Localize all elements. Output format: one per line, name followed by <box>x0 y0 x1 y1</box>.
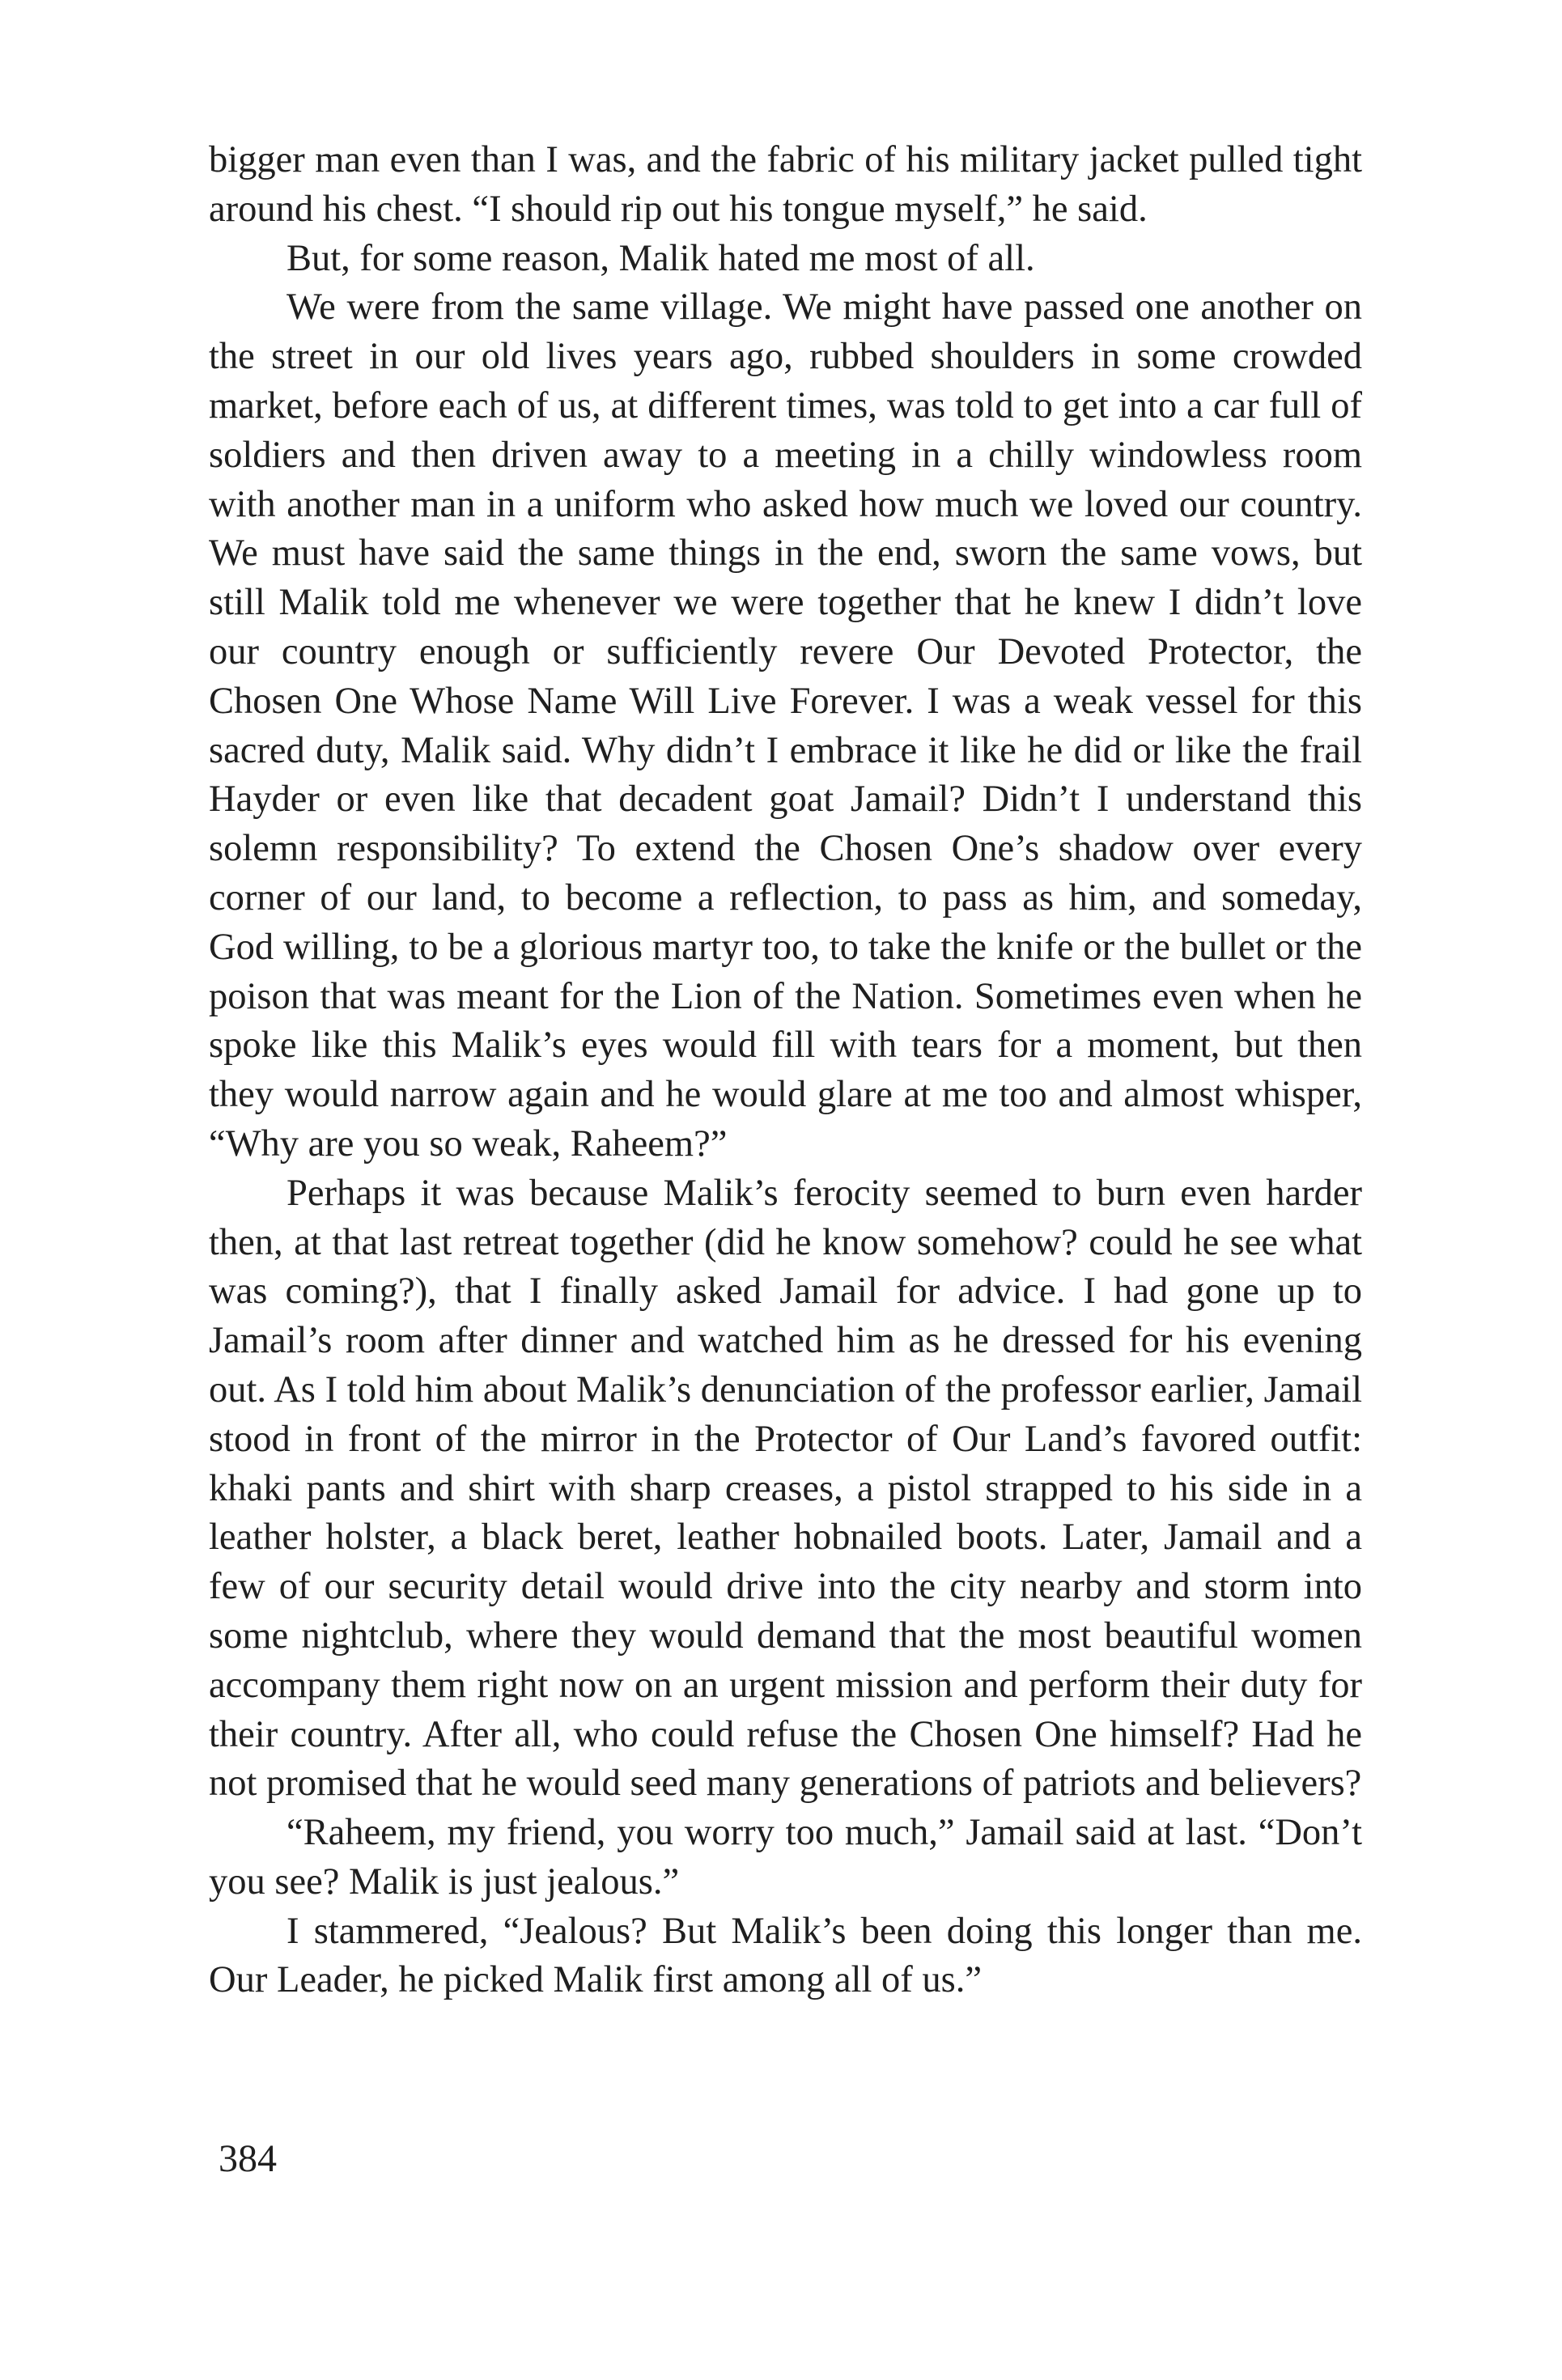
paragraph-3: We were from the same village. We might have passed one another on the street in our old lives years ago, rubbed shoulders in some crowded market, before each of us, at different times, was told to get into a car full of soldiers and then driven away to a meeting in a chilly windowless room with another man in a uniform who asked how much we loved our country. We must have said the same things in the end, sworn the same vows, but still Malik told me whenever we were together that he knew I didn’t love our country enough or sufficiently revere Our Devoted Protector, the Chosen One Whose Name Will Live Forever. I was a weak vessel for this sacred duty, Malik said. Why didn’t I embrace it like he did or like the frail Hayder or even like that decadent goat Jamail? Didn’t I understand this solemn responsibility? To extend the Chosen One’s shadow over every corner of our land, to become a reflection, to pass as him, and someday, God willing, to be a glorious martyr too, to take the knife or the bullet or the poison that was meant for the Lion of the Nation. Sometimes even when he spoke like this Malik’s eyes would fill with tears for a moment, but then they would narrow again and he would glare at me too and almost whisper, “Why are you so weak, Raheem?” <box>209 286 1362 1165</box>
paragraph-2: But, for some reason, Malik hated me most of all. <box>287 237 1035 279</box>
paragraph-1: bigger man even than I was, and the fabric of his military jacket pulled tight around his chest. “I should rip out his tongue myself,” he said. <box>209 139 1362 230</box>
paragraph-4: Perhaps it was because Malik’s ferocity seemed to burn even harder then, at that last retreat together (did he know somehow? could he see what was coming?), that I finally asked Jamail for advice. I had gone up to Jamail’s room after dinner and watched him as he dressed for his evening out. As I told him about Malik’s denunciation of the professor earlier, Jamail stood in front of the mirror in the Protector of Our Land’s favored outfit: khaki pants and shirt with sharp creases, a pistol strapped to his side in a leather holster, a black beret, leather hobnailed boots. Later, Jamail and a few of our security detail would drive into the city nearby and storm into some nightclub, where they would demand that the most beautiful women accompany them right now on an urgent mission and perform their duty for their country. After all, who could refuse the Chosen One himself? Had he not promised that he would seed many generations of patriots and believers? <box>209 1172 1362 1805</box>
paragraph-5: “Raheem, my friend, you worry too much,” Jamail said at last. “Don’t you see? Malik is just jealous.” <box>209 1812 1362 1903</box>
body-text <box>209 136 1362 2005</box>
page-number: 384 <box>219 2137 277 2180</box>
paragraph-6: I stammered, “Jealous? But Malik’s been doing this longer than me. Our Leader, he picked Malik first among all of us.” <box>209 1910 1362 2001</box>
